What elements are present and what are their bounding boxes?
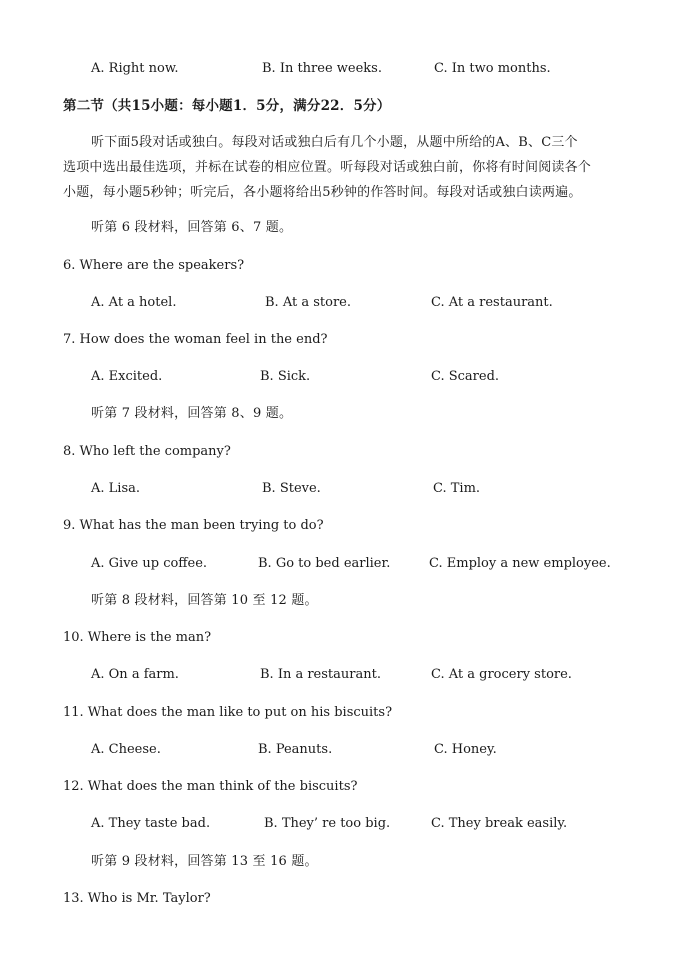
question-7-option-b: B. Sick.	[260, 369, 311, 384]
question-7: 7. How does the woman feel in the end?	[63, 332, 328, 347]
question-11: 11. What does the man like to put on his biscuits?	[63, 705, 393, 720]
question-8: 8. Who left the company?	[63, 444, 231, 459]
question-10-option-b: B. In a restaurant.	[260, 667, 381, 682]
prev-option-b: B. In three weeks.	[262, 61, 382, 76]
question-10-option-a: A. On a farm.	[91, 667, 179, 682]
question-6-option-b: B. At a store.	[265, 295, 351, 310]
question-6: 6. Where are the speakers?	[63, 258, 245, 273]
question-8-option-a: A. Lisa.	[91, 481, 140, 496]
question-9-option-a: A. Give up coffee.	[91, 556, 208, 571]
question-6-option-a: A. At a hotel.	[91, 295, 177, 310]
question-9: 9. What has the man been trying to do?	[63, 518, 324, 533]
prev-option-c: C. In two months.	[434, 61, 551, 76]
prev-option-a: A. Right now.	[91, 61, 179, 76]
question-10-option-c: C. At a grocery store.	[431, 667, 572, 682]
instructions-line-2: 选项中选出最佳选项，并标在试卷的相应位置。听每段对话或独白前，你将有时间阅读各个	[63, 160, 592, 175]
question-7-option-a: A. Excited.	[91, 369, 163, 384]
question-9-option-c: C. Employ a new employee.	[429, 556, 611, 571]
instructions-line-1: 听下面5段对话或独白。每段对话或独白后有几个小题，从题中所给的A、B、C三个	[91, 135, 578, 150]
question-12-option-b: B. They’ re too big.	[264, 816, 391, 831]
segment-6-heading: 听第 6 段材料，回答第 6、7 题。	[91, 220, 293, 235]
instructions-line-3: 小题，每小题5秒钟；听完后，各小题将给出5秒钟的作答时间。每段对话或独白读两遍。	[63, 185, 582, 200]
question-12: 12. What does the man think of the biscuits?	[63, 779, 358, 794]
question-13: 13. Who is Mr. Taylor?	[63, 891, 211, 906]
question-11-option-c: C. Honey.	[434, 742, 497, 757]
segment-9-heading: 听第 9 段材料，回答第 13 至 16 题。	[91, 854, 318, 869]
question-12-option-a: A. They taste bad.	[91, 816, 211, 831]
section-title: 第二节（共15小题：每小题1．5分，满分22．5分）	[63, 98, 391, 114]
question-11-option-b: B. Peanuts.	[258, 742, 333, 757]
question-7-option-c: C. Scared.	[431, 369, 500, 384]
question-10: 10. Where is the man?	[63, 630, 212, 645]
question-8-option-c: C. Tim.	[433, 481, 481, 496]
question-12-option-c: C. They break easily.	[431, 816, 568, 831]
segment-8-heading: 听第 8 段材料，回答第 10 至 12 题。	[91, 593, 318, 608]
question-9-option-b: B. Go to bed earlier.	[258, 556, 391, 571]
segment-7-heading: 听第 7 段材料，回答第 8、9 题。	[91, 406, 293, 421]
question-6-option-c: C. At a restaurant.	[431, 295, 553, 310]
question-11-option-a: A. Cheese.	[91, 742, 161, 757]
question-8-option-b: B. Steve.	[262, 481, 321, 496]
